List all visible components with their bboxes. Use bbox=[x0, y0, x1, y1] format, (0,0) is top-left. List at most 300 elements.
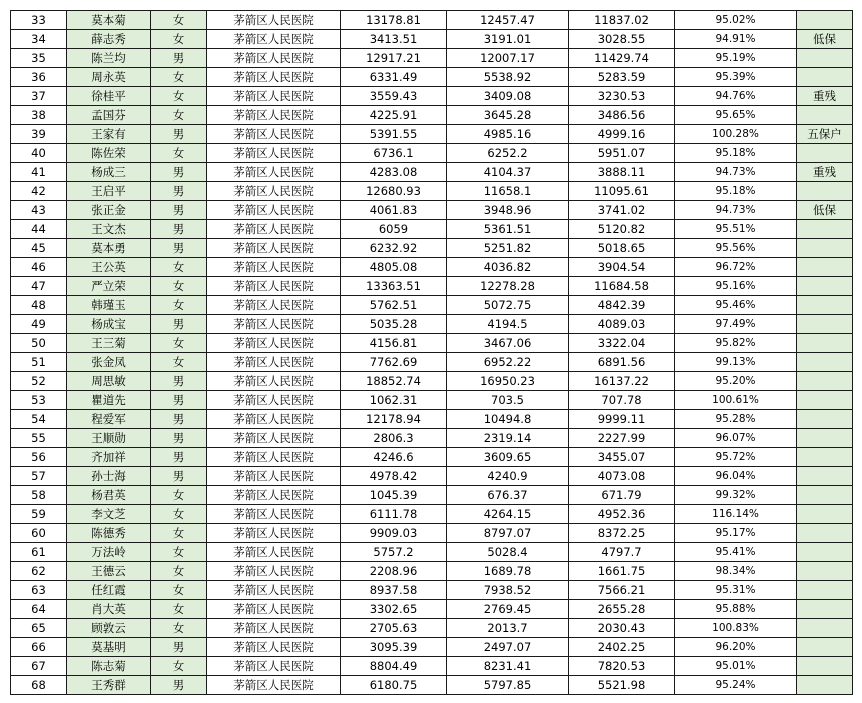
total-cost-cell[interactable]: 13178.81 bbox=[341, 11, 447, 30]
total-cost-cell[interactable]: 2806.3 bbox=[341, 429, 447, 448]
hospital-cell[interactable]: 茅箭区人民医院 bbox=[207, 372, 341, 391]
ratio-cell[interactable]: 94.73% bbox=[675, 163, 797, 182]
gender-cell[interactable]: 女 bbox=[151, 505, 207, 524]
covered-cost-cell[interactable]: 2497.07 bbox=[447, 638, 569, 657]
hospital-cell[interactable]: 茅箭区人民医院 bbox=[207, 353, 341, 372]
covered-cost-cell[interactable]: 703.5 bbox=[447, 391, 569, 410]
row-number-cell[interactable]: 38 bbox=[11, 106, 67, 125]
covered-cost-cell[interactable]: 6952.22 bbox=[447, 353, 569, 372]
total-cost-cell[interactable]: 5762.51 bbox=[341, 296, 447, 315]
reimbursed-cell[interactable]: 5951.07 bbox=[569, 144, 675, 163]
total-cost-cell[interactable]: 4978.42 bbox=[341, 467, 447, 486]
total-cost-cell[interactable]: 13363.51 bbox=[341, 277, 447, 296]
covered-cost-cell[interactable]: 5538.92 bbox=[447, 68, 569, 87]
category-cell[interactable] bbox=[797, 543, 853, 562]
reimbursed-cell[interactable]: 7820.53 bbox=[569, 657, 675, 676]
reimbursed-cell[interactable]: 2402.25 bbox=[569, 638, 675, 657]
row-number-cell[interactable]: 52 bbox=[11, 372, 67, 391]
hospital-cell[interactable]: 茅箭区人民医院 bbox=[207, 410, 341, 429]
hospital-cell[interactable]: 茅箭区人民医院 bbox=[207, 543, 341, 562]
patient-name-cell[interactable]: 肖大英 bbox=[67, 600, 151, 619]
reimbursed-cell[interactable]: 3741.02 bbox=[569, 201, 675, 220]
row-number-cell[interactable]: 44 bbox=[11, 220, 67, 239]
hospital-cell[interactable]: 茅箭区人民医院 bbox=[207, 258, 341, 277]
gender-cell[interactable]: 女 bbox=[151, 334, 207, 353]
total-cost-cell[interactable]: 1062.31 bbox=[341, 391, 447, 410]
category-cell[interactable]: 低保 bbox=[797, 201, 853, 220]
category-cell[interactable] bbox=[797, 676, 853, 695]
total-cost-cell[interactable]: 9909.03 bbox=[341, 524, 447, 543]
category-cell[interactable] bbox=[797, 524, 853, 543]
category-cell[interactable] bbox=[797, 49, 853, 68]
row-number-cell[interactable]: 36 bbox=[11, 68, 67, 87]
row-number-cell[interactable]: 40 bbox=[11, 144, 67, 163]
covered-cost-cell[interactable]: 5797.85 bbox=[447, 676, 569, 695]
covered-cost-cell[interactable]: 3645.28 bbox=[447, 106, 569, 125]
ratio-cell[interactable]: 95.41% bbox=[675, 543, 797, 562]
row-number-cell[interactable]: 37 bbox=[11, 87, 67, 106]
gender-cell[interactable]: 女 bbox=[151, 619, 207, 638]
category-cell[interactable] bbox=[797, 239, 853, 258]
patient-name-cell[interactable]: 莫本勇 bbox=[67, 239, 151, 258]
gender-cell[interactable]: 女 bbox=[151, 562, 207, 581]
row-number-cell[interactable]: 35 bbox=[11, 49, 67, 68]
ratio-cell[interactable]: 95.56% bbox=[675, 239, 797, 258]
hospital-cell[interactable]: 茅箭区人民医院 bbox=[207, 676, 341, 695]
ratio-cell[interactable]: 98.34% bbox=[675, 562, 797, 581]
category-cell[interactable] bbox=[797, 68, 853, 87]
gender-cell[interactable]: 男 bbox=[151, 372, 207, 391]
hospital-cell[interactable]: 茅箭区人民医院 bbox=[207, 524, 341, 543]
reimbursed-cell[interactable]: 4952.36 bbox=[569, 505, 675, 524]
patient-name-cell[interactable]: 杨成宝 bbox=[67, 315, 151, 334]
total-cost-cell[interactable]: 6736.1 bbox=[341, 144, 447, 163]
hospital-cell[interactable]: 茅箭区人民医院 bbox=[207, 106, 341, 125]
gender-cell[interactable]: 男 bbox=[151, 201, 207, 220]
covered-cost-cell[interactable]: 4240.9 bbox=[447, 467, 569, 486]
reimbursed-cell[interactable]: 4073.08 bbox=[569, 467, 675, 486]
patient-name-cell[interactable]: 王德云 bbox=[67, 562, 151, 581]
reimbursed-cell[interactable]: 9999.11 bbox=[569, 410, 675, 429]
ratio-cell[interactable]: 95.31% bbox=[675, 581, 797, 600]
ratio-cell[interactable]: 95.16% bbox=[675, 277, 797, 296]
ratio-cell[interactable]: 95.17% bbox=[675, 524, 797, 543]
reimbursed-cell[interactable]: 2030.43 bbox=[569, 619, 675, 638]
patient-name-cell[interactable]: 张金凤 bbox=[67, 353, 151, 372]
patient-name-cell[interactable]: 孟国芬 bbox=[67, 106, 151, 125]
covered-cost-cell[interactable]: 4036.82 bbox=[447, 258, 569, 277]
row-number-cell[interactable]: 51 bbox=[11, 353, 67, 372]
gender-cell[interactable]: 女 bbox=[151, 486, 207, 505]
category-cell[interactable] bbox=[797, 277, 853, 296]
category-cell[interactable] bbox=[797, 182, 853, 201]
total-cost-cell[interactable]: 4225.91 bbox=[341, 106, 447, 125]
row-number-cell[interactable]: 68 bbox=[11, 676, 67, 695]
gender-cell[interactable]: 男 bbox=[151, 467, 207, 486]
covered-cost-cell[interactable]: 3191.01 bbox=[447, 30, 569, 49]
gender-cell[interactable]: 女 bbox=[151, 87, 207, 106]
covered-cost-cell[interactable]: 5361.51 bbox=[447, 220, 569, 239]
ratio-cell[interactable]: 95.82% bbox=[675, 334, 797, 353]
covered-cost-cell[interactable]: 3948.96 bbox=[447, 201, 569, 220]
reimbursed-cell[interactable]: 16137.22 bbox=[569, 372, 675, 391]
row-number-cell[interactable]: 41 bbox=[11, 163, 67, 182]
category-cell[interactable] bbox=[797, 353, 853, 372]
category-cell[interactable] bbox=[797, 467, 853, 486]
gender-cell[interactable]: 女 bbox=[151, 524, 207, 543]
total-cost-cell[interactable]: 12680.93 bbox=[341, 182, 447, 201]
ratio-cell[interactable]: 96.07% bbox=[675, 429, 797, 448]
gender-cell[interactable]: 女 bbox=[151, 258, 207, 277]
reimbursed-cell[interactable]: 6891.56 bbox=[569, 353, 675, 372]
ratio-cell[interactable]: 97.49% bbox=[675, 315, 797, 334]
patient-name-cell[interactable]: 严立荣 bbox=[67, 277, 151, 296]
reimbursed-cell[interactable]: 11684.58 bbox=[569, 277, 675, 296]
category-cell[interactable] bbox=[797, 334, 853, 353]
hospital-cell[interactable]: 茅箭区人民医院 bbox=[207, 448, 341, 467]
reimbursed-cell[interactable]: 1661.75 bbox=[569, 562, 675, 581]
covered-cost-cell[interactable]: 6252.2 bbox=[447, 144, 569, 163]
category-cell[interactable] bbox=[797, 258, 853, 277]
covered-cost-cell[interactable]: 5028.4 bbox=[447, 543, 569, 562]
total-cost-cell[interactable]: 2705.63 bbox=[341, 619, 447, 638]
category-cell[interactable] bbox=[797, 220, 853, 239]
covered-cost-cell[interactable]: 3409.08 bbox=[447, 87, 569, 106]
row-number-cell[interactable]: 60 bbox=[11, 524, 67, 543]
patient-name-cell[interactable]: 王启平 bbox=[67, 182, 151, 201]
hospital-cell[interactable]: 茅箭区人民医院 bbox=[207, 600, 341, 619]
row-number-cell[interactable]: 49 bbox=[11, 315, 67, 334]
category-cell[interactable] bbox=[797, 486, 853, 505]
row-number-cell[interactable]: 56 bbox=[11, 448, 67, 467]
patient-name-cell[interactable]: 周思敏 bbox=[67, 372, 151, 391]
total-cost-cell[interactable]: 3095.39 bbox=[341, 638, 447, 657]
reimbursed-cell[interactable]: 3028.55 bbox=[569, 30, 675, 49]
total-cost-cell[interactable]: 2208.96 bbox=[341, 562, 447, 581]
reimbursed-cell[interactable]: 671.79 bbox=[569, 486, 675, 505]
gender-cell[interactable]: 男 bbox=[151, 315, 207, 334]
hospital-cell[interactable]: 茅箭区人民医院 bbox=[207, 429, 341, 448]
gender-cell[interactable]: 男 bbox=[151, 410, 207, 429]
hospital-cell[interactable]: 茅箭区人民医院 bbox=[207, 277, 341, 296]
hospital-cell[interactable]: 茅箭区人民医院 bbox=[207, 619, 341, 638]
patient-name-cell[interactable]: 王家有 bbox=[67, 125, 151, 144]
patient-name-cell[interactable]: 王三菊 bbox=[67, 334, 151, 353]
hospital-cell[interactable]: 茅箭区人民医院 bbox=[207, 87, 341, 106]
patient-name-cell[interactable]: 杨成三 bbox=[67, 163, 151, 182]
row-number-cell[interactable]: 39 bbox=[11, 125, 67, 144]
gender-cell[interactable]: 男 bbox=[151, 182, 207, 201]
ratio-cell[interactable]: 94.73% bbox=[675, 201, 797, 220]
hospital-cell[interactable]: 茅箭区人民医院 bbox=[207, 239, 341, 258]
reimbursed-cell[interactable]: 3888.11 bbox=[569, 163, 675, 182]
covered-cost-cell[interactable]: 2319.14 bbox=[447, 429, 569, 448]
hospital-cell[interactable]: 茅箭区人民医院 bbox=[207, 220, 341, 239]
row-number-cell[interactable]: 43 bbox=[11, 201, 67, 220]
reimbursed-cell[interactable]: 8372.25 bbox=[569, 524, 675, 543]
category-cell[interactable] bbox=[797, 144, 853, 163]
total-cost-cell[interactable]: 5757.2 bbox=[341, 543, 447, 562]
row-number-cell[interactable]: 42 bbox=[11, 182, 67, 201]
patient-name-cell[interactable]: 韩瑾玉 bbox=[67, 296, 151, 315]
hospital-cell[interactable]: 茅箭区人民医院 bbox=[207, 144, 341, 163]
gender-cell[interactable]: 女 bbox=[151, 68, 207, 87]
gender-cell[interactable]: 女 bbox=[151, 657, 207, 676]
ratio-cell[interactable]: 100.61% bbox=[675, 391, 797, 410]
patient-name-cell[interactable]: 薛志秀 bbox=[67, 30, 151, 49]
reimbursed-cell[interactable]: 4797.7 bbox=[569, 543, 675, 562]
ratio-cell[interactable]: 95.46% bbox=[675, 296, 797, 315]
patient-name-cell[interactable]: 杨君英 bbox=[67, 486, 151, 505]
hospital-cell[interactable]: 茅箭区人民医院 bbox=[207, 49, 341, 68]
hospital-cell[interactable]: 茅箭区人民医院 bbox=[207, 163, 341, 182]
row-number-cell[interactable]: 46 bbox=[11, 258, 67, 277]
gender-cell[interactable]: 女 bbox=[151, 106, 207, 125]
category-cell[interactable] bbox=[797, 638, 853, 657]
total-cost-cell[interactable]: 12917.21 bbox=[341, 49, 447, 68]
covered-cost-cell[interactable]: 10494.8 bbox=[447, 410, 569, 429]
row-number-cell[interactable]: 53 bbox=[11, 391, 67, 410]
covered-cost-cell[interactable]: 3467.06 bbox=[447, 334, 569, 353]
total-cost-cell[interactable]: 12178.94 bbox=[341, 410, 447, 429]
total-cost-cell[interactable]: 5391.55 bbox=[341, 125, 447, 144]
row-number-cell[interactable]: 64 bbox=[11, 600, 67, 619]
covered-cost-cell[interactable]: 1689.78 bbox=[447, 562, 569, 581]
covered-cost-cell[interactable]: 4104.37 bbox=[447, 163, 569, 182]
gender-cell[interactable]: 男 bbox=[151, 391, 207, 410]
gender-cell[interactable]: 男 bbox=[151, 49, 207, 68]
patient-name-cell[interactable]: 徐桂平 bbox=[67, 87, 151, 106]
total-cost-cell[interactable]: 4246.6 bbox=[341, 448, 447, 467]
total-cost-cell[interactable]: 1045.39 bbox=[341, 486, 447, 505]
ratio-cell[interactable]: 99.32% bbox=[675, 486, 797, 505]
category-cell[interactable] bbox=[797, 429, 853, 448]
covered-cost-cell[interactable]: 5251.82 bbox=[447, 239, 569, 258]
hospital-cell[interactable]: 茅箭区人民医院 bbox=[207, 467, 341, 486]
patient-name-cell[interactable]: 顾敦云 bbox=[67, 619, 151, 638]
patient-name-cell[interactable]: 周永英 bbox=[67, 68, 151, 87]
covered-cost-cell[interactable]: 2769.45 bbox=[447, 600, 569, 619]
total-cost-cell[interactable]: 5035.28 bbox=[341, 315, 447, 334]
ratio-cell[interactable]: 95.02% bbox=[675, 11, 797, 30]
reimbursed-cell[interactable]: 707.78 bbox=[569, 391, 675, 410]
total-cost-cell[interactable]: 6059 bbox=[341, 220, 447, 239]
category-cell[interactable] bbox=[797, 505, 853, 524]
category-cell[interactable] bbox=[797, 315, 853, 334]
row-number-cell[interactable]: 48 bbox=[11, 296, 67, 315]
hospital-cell[interactable]: 茅箭区人民医院 bbox=[207, 562, 341, 581]
row-number-cell[interactable]: 61 bbox=[11, 543, 67, 562]
patient-name-cell[interactable]: 张正金 bbox=[67, 201, 151, 220]
row-number-cell[interactable]: 45 bbox=[11, 239, 67, 258]
patient-name-cell[interactable]: 瞿道先 bbox=[67, 391, 151, 410]
gender-cell[interactable]: 男 bbox=[151, 239, 207, 258]
category-cell[interactable] bbox=[797, 296, 853, 315]
hospital-cell[interactable]: 茅箭区人民医院 bbox=[207, 30, 341, 49]
hospital-cell[interactable]: 茅箭区人民医院 bbox=[207, 201, 341, 220]
category-cell[interactable] bbox=[797, 410, 853, 429]
row-number-cell[interactable]: 33 bbox=[11, 11, 67, 30]
ratio-cell[interactable]: 95.18% bbox=[675, 182, 797, 201]
ratio-cell[interactable]: 100.28% bbox=[675, 125, 797, 144]
row-number-cell[interactable]: 65 bbox=[11, 619, 67, 638]
total-cost-cell[interactable]: 7762.69 bbox=[341, 353, 447, 372]
covered-cost-cell[interactable]: 4264.15 bbox=[447, 505, 569, 524]
gender-cell[interactable]: 男 bbox=[151, 220, 207, 239]
row-number-cell[interactable]: 67 bbox=[11, 657, 67, 676]
ratio-cell[interactable]: 95.88% bbox=[675, 600, 797, 619]
covered-cost-cell[interactable]: 7938.52 bbox=[447, 581, 569, 600]
category-cell[interactable] bbox=[797, 106, 853, 125]
ratio-cell[interactable]: 99.13% bbox=[675, 353, 797, 372]
covered-cost-cell[interactable]: 16950.23 bbox=[447, 372, 569, 391]
patient-name-cell[interactable]: 万法岭 bbox=[67, 543, 151, 562]
ratio-cell[interactable]: 95.01% bbox=[675, 657, 797, 676]
row-number-cell[interactable]: 57 bbox=[11, 467, 67, 486]
ratio-cell[interactable]: 96.20% bbox=[675, 638, 797, 657]
hospital-cell[interactable]: 茅箭区人民医院 bbox=[207, 505, 341, 524]
total-cost-cell[interactable]: 6111.78 bbox=[341, 505, 447, 524]
ratio-cell[interactable]: 95.28% bbox=[675, 410, 797, 429]
row-number-cell[interactable]: 34 bbox=[11, 30, 67, 49]
hospital-cell[interactable]: 茅箭区人民医院 bbox=[207, 581, 341, 600]
ratio-cell[interactable]: 96.04% bbox=[675, 467, 797, 486]
reimbursed-cell[interactable]: 4999.16 bbox=[569, 125, 675, 144]
ratio-cell[interactable]: 95.18% bbox=[675, 144, 797, 163]
reimbursed-cell[interactable]: 7566.21 bbox=[569, 581, 675, 600]
row-number-cell[interactable]: 63 bbox=[11, 581, 67, 600]
patient-name-cell[interactable]: 陈兰均 bbox=[67, 49, 151, 68]
total-cost-cell[interactable]: 8937.58 bbox=[341, 581, 447, 600]
ratio-cell[interactable]: 95.65% bbox=[675, 106, 797, 125]
covered-cost-cell[interactable]: 676.37 bbox=[447, 486, 569, 505]
reimbursed-cell[interactable]: 5283.59 bbox=[569, 68, 675, 87]
reimbursed-cell[interactable]: 5120.82 bbox=[569, 220, 675, 239]
category-cell[interactable] bbox=[797, 581, 853, 600]
row-number-cell[interactable]: 59 bbox=[11, 505, 67, 524]
patient-name-cell[interactable]: 陈志菊 bbox=[67, 657, 151, 676]
row-number-cell[interactable]: 62 bbox=[11, 562, 67, 581]
hospital-cell[interactable]: 茅箭区人民医院 bbox=[207, 334, 341, 353]
row-number-cell[interactable]: 50 bbox=[11, 334, 67, 353]
ratio-cell[interactable]: 94.76% bbox=[675, 87, 797, 106]
category-cell[interactable]: 五保户 bbox=[797, 125, 853, 144]
gender-cell[interactable]: 女 bbox=[151, 600, 207, 619]
total-cost-cell[interactable]: 3302.65 bbox=[341, 600, 447, 619]
reimbursed-cell[interactable]: 2655.28 bbox=[569, 600, 675, 619]
ratio-cell[interactable]: 95.72% bbox=[675, 448, 797, 467]
category-cell[interactable] bbox=[797, 391, 853, 410]
covered-cost-cell[interactable]: 5072.75 bbox=[447, 296, 569, 315]
ratio-cell[interactable]: 95.20% bbox=[675, 372, 797, 391]
patient-name-cell[interactable]: 陈德秀 bbox=[67, 524, 151, 543]
gender-cell[interactable]: 女 bbox=[151, 543, 207, 562]
hospital-cell[interactable]: 茅箭区人民医院 bbox=[207, 638, 341, 657]
ratio-cell[interactable]: 94.91% bbox=[675, 30, 797, 49]
reimbursed-cell[interactable]: 3322.04 bbox=[569, 334, 675, 353]
reimbursed-cell[interactable]: 4842.39 bbox=[569, 296, 675, 315]
hospital-cell[interactable]: 茅箭区人民医院 bbox=[207, 182, 341, 201]
reimbursed-cell[interactable]: 5018.65 bbox=[569, 239, 675, 258]
covered-cost-cell[interactable]: 8797.07 bbox=[447, 524, 569, 543]
total-cost-cell[interactable]: 6180.75 bbox=[341, 676, 447, 695]
patient-name-cell[interactable]: 王顺勋 bbox=[67, 429, 151, 448]
hospital-cell[interactable]: 茅箭区人民医院 bbox=[207, 296, 341, 315]
gender-cell[interactable]: 女 bbox=[151, 11, 207, 30]
category-cell[interactable] bbox=[797, 448, 853, 467]
patient-name-cell[interactable]: 孙士海 bbox=[67, 467, 151, 486]
reimbursed-cell[interactable]: 11095.61 bbox=[569, 182, 675, 201]
hospital-cell[interactable]: 茅箭区人民医院 bbox=[207, 391, 341, 410]
ratio-cell[interactable]: 95.39% bbox=[675, 68, 797, 87]
reimbursed-cell[interactable]: 11429.74 bbox=[569, 49, 675, 68]
total-cost-cell[interactable]: 8804.49 bbox=[341, 657, 447, 676]
category-cell[interactable] bbox=[797, 562, 853, 581]
patient-name-cell[interactable]: 任红霞 bbox=[67, 581, 151, 600]
total-cost-cell[interactable]: 4283.08 bbox=[341, 163, 447, 182]
ratio-cell[interactable]: 96.72% bbox=[675, 258, 797, 277]
category-cell[interactable] bbox=[797, 600, 853, 619]
total-cost-cell[interactable]: 18852.74 bbox=[341, 372, 447, 391]
covered-cost-cell[interactable]: 3609.65 bbox=[447, 448, 569, 467]
covered-cost-cell[interactable]: 8231.41 bbox=[447, 657, 569, 676]
reimbursed-cell[interactable]: 4089.03 bbox=[569, 315, 675, 334]
gender-cell[interactable]: 女 bbox=[151, 581, 207, 600]
row-number-cell[interactable]: 55 bbox=[11, 429, 67, 448]
reimbursed-cell[interactable]: 2227.99 bbox=[569, 429, 675, 448]
category-cell[interactable] bbox=[797, 11, 853, 30]
ratio-cell[interactable]: 116.14% bbox=[675, 505, 797, 524]
covered-cost-cell[interactable]: 4194.5 bbox=[447, 315, 569, 334]
reimbursed-cell[interactable]: 3486.56 bbox=[569, 106, 675, 125]
ratio-cell[interactable]: 95.51% bbox=[675, 220, 797, 239]
covered-cost-cell[interactable]: 2013.7 bbox=[447, 619, 569, 638]
hospital-cell[interactable]: 茅箭区人民医院 bbox=[207, 68, 341, 87]
gender-cell[interactable]: 女 bbox=[151, 30, 207, 49]
covered-cost-cell[interactable]: 11658.1 bbox=[447, 182, 569, 201]
category-cell[interactable]: 低保 bbox=[797, 30, 853, 49]
covered-cost-cell[interactable]: 12457.47 bbox=[447, 11, 569, 30]
ratio-cell[interactable]: 100.83% bbox=[675, 619, 797, 638]
category-cell[interactable] bbox=[797, 657, 853, 676]
reimbursed-cell[interactable]: 3230.53 bbox=[569, 87, 675, 106]
row-number-cell[interactable]: 54 bbox=[11, 410, 67, 429]
total-cost-cell[interactable]: 6232.92 bbox=[341, 239, 447, 258]
covered-cost-cell[interactable]: 12007.17 bbox=[447, 49, 569, 68]
gender-cell[interactable]: 男 bbox=[151, 125, 207, 144]
hospital-cell[interactable]: 茅箭区人民医院 bbox=[207, 486, 341, 505]
total-cost-cell[interactable]: 4805.08 bbox=[341, 258, 447, 277]
category-cell[interactable] bbox=[797, 619, 853, 638]
patient-name-cell[interactable]: 莫本菊 bbox=[67, 11, 151, 30]
gender-cell[interactable]: 男 bbox=[151, 448, 207, 467]
patient-name-cell[interactable]: 陈佐荣 bbox=[67, 144, 151, 163]
gender-cell[interactable]: 男 bbox=[151, 676, 207, 695]
gender-cell[interactable]: 女 bbox=[151, 277, 207, 296]
patient-name-cell[interactable]: 李文芝 bbox=[67, 505, 151, 524]
hospital-cell[interactable]: 茅箭区人民医院 bbox=[207, 11, 341, 30]
patient-name-cell[interactable]: 莫基明 bbox=[67, 638, 151, 657]
category-cell[interactable] bbox=[797, 372, 853, 391]
reimbursed-cell[interactable]: 11837.02 bbox=[569, 11, 675, 30]
gender-cell[interactable]: 男 bbox=[151, 638, 207, 657]
hospital-cell[interactable]: 茅箭区人民医院 bbox=[207, 657, 341, 676]
patient-name-cell[interactable]: 王公英 bbox=[67, 258, 151, 277]
reimbursed-cell[interactable]: 3904.54 bbox=[569, 258, 675, 277]
gender-cell[interactable]: 男 bbox=[151, 163, 207, 182]
covered-cost-cell[interactable]: 12278.28 bbox=[447, 277, 569, 296]
total-cost-cell[interactable]: 6331.49 bbox=[341, 68, 447, 87]
